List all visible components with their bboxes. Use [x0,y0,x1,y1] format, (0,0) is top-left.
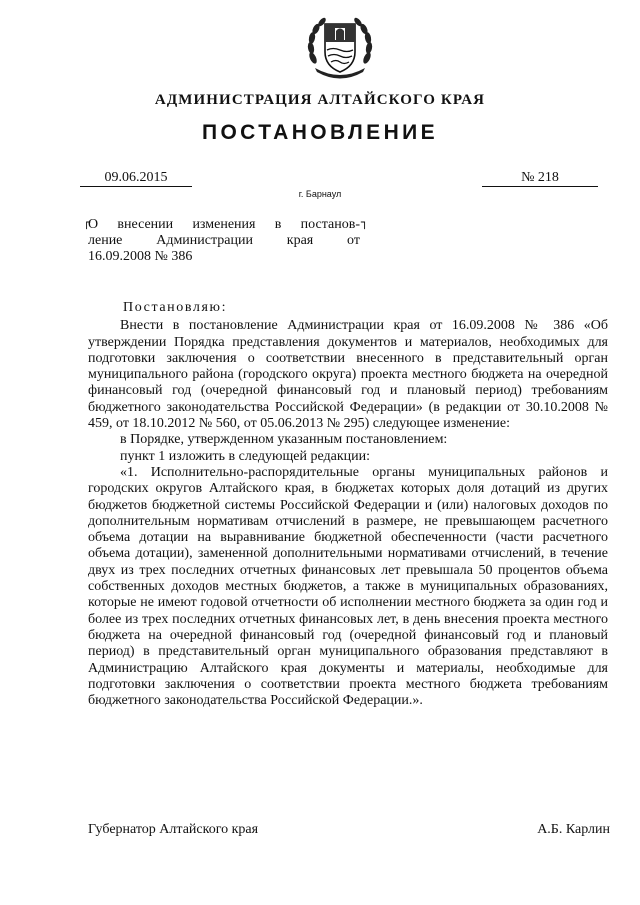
body-paragraph: в Порядке, утвержденном указанным постановлением: [120,432,448,448]
issue-city: г. Барнаул [298,189,342,199]
organization-name: АДМИНИСТРАЦИЯ АЛТАЙСКОГО КРАЯ [154,92,486,108]
body-paragraph: пункт 1 изложить в следующей редакции: [120,448,370,464]
document-body [88,300,608,709]
subject-left-bracket-icon: ┌ [83,215,91,229]
resolve-word: Постановляю: [123,300,228,315]
document-subject [88,217,360,265]
subject-line: 16.09.2008 № 386 [88,249,193,264]
document-date: 09.06.2015 [80,170,192,187]
subject-line: ление Администрации края от [88,233,360,248]
signer-name: А.Б. Карлин [537,822,610,837]
document-number: № 218 [482,170,598,187]
body-paragraph: Внести в постановление Администрации края от 16.09.2008 № 386 «Об утверждении Порядка представления документов и материалов, необходимых для подготовки заключения о соответствии внесенного в представительный орган муниципального района (городского округа) проекта местного бюджета на очередной финансовый год (очередной финансовый год и плановый период) требованиям бюджетного законодательства Российской Федерации» (в редакции от 30.10.2008 № 459, от 18.10.2012 № 560, от 05.06.2013 № 295) следующее изменение: [88,318,608,432]
body-paragraph: «1. Исполнительно-распорядительные органы муниципальных районов и городских округов Алтайского края, в бюджетах которых доля дотаций из других бюджетов бюджетной системы Российской Федерации и (или) налоговых доходов по дополнительным нормативам отчислений в размере, не превышающем расчетного объема дотации на выравнивание бюджетной обеспеченности (части расчетного объема дотации), замененной дополнительными нормативами отчислений, в течение двух из трех последних отчетных финансовых лет превышала 50 процентов объема собственных доходов местных бюджетов, а также в муниципальных образованиях, которые не имеют годовой отчетности об исполнении местного бюджета за один год и более из трех последних отчетных финансовых лет, в день внесения проекта местного бюджета на очередной финансовый год (очередной финансовый год и плановый период) в представительный орган муниципального образования представляют в Администрацию Алтайского края документы и материалы, необходимые для подготовки заключения о соответствии проекта местного бюджета требованиям бюджетного законодательства Российской Федерации.». [88,464,608,709]
subject-line: О внесении изменения в постанов- [88,217,360,232]
signer-title: Губернатор Алтайского края [88,822,259,837]
subject-right-bracket-icon: ┐ [361,215,369,229]
coat-of-arms-emblem-icon [303,10,377,84]
document-type-heading: ПОСТАНОВЛЕНИЕ [201,121,439,144]
